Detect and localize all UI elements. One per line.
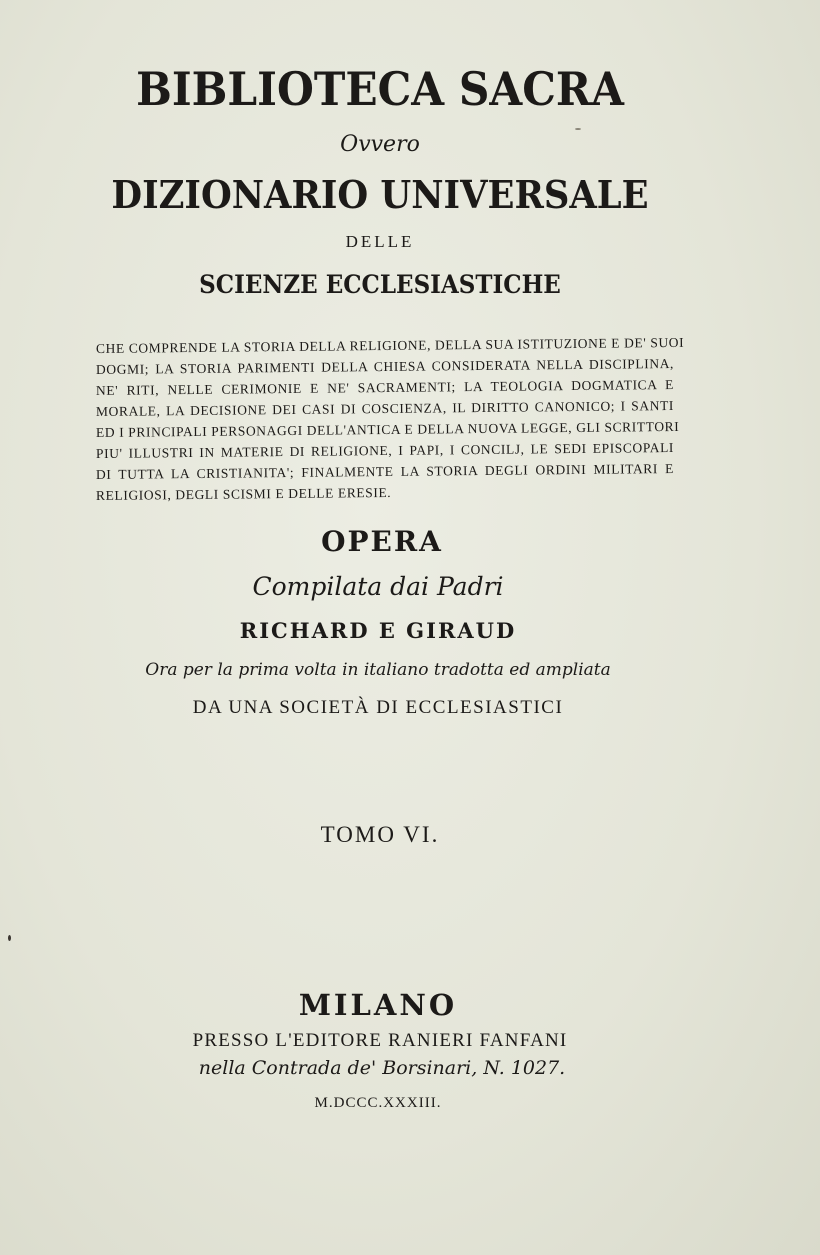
description-line: NE' RITI, NELLE CERIMONIE E NE' SACRAMENTI; LA TEOLOGIA DOGMATICA E [95, 376, 675, 399]
book-subtitle: DIZIONARIO UNIVERSALE [111, 172, 649, 217]
paper-speck [8, 935, 11, 941]
paper-speck [575, 128, 581, 130]
description-line: PIU' ILLUSTRI IN MATERIE DI RELIGIONE, I PAPI, I CONCILJ, LE SEDI EPISCOPALI [95, 439, 675, 462]
delle-text: DELLE [345, 232, 415, 251]
authors: RICHARD E GIRAUD [239, 618, 517, 643]
description-line: DI TUTTA LA CRISTIANITA'; FINALMENTE LA STORIA DEGLI ORDINI MILITARI E [95, 460, 675, 483]
publication-year: M.DCCC.XXXIII. [314, 1095, 442, 1111]
compilata-text: Compilata dai Padri [252, 572, 504, 601]
description-line: CHE COMPRENDE LA STORIA DELLA RELIGIONE, DELLA SUA ISTITUZIONE E DE' SUOI [95, 334, 685, 357]
translation-note: Ora per la prima volta in italiano tradotta ed ampliata [145, 660, 611, 680]
publisher: PRESSO L'EDITORE RANIERI FANFANI [192, 1030, 568, 1051]
opera-heading: OPERA [321, 525, 443, 558]
description-line: RELIGIOSI, DEGLI SCISMI E DELLE ERESIE. [95, 484, 392, 504]
publisher-address: nella Contrada de' Borsinari, N. 1027. [198, 1057, 566, 1079]
description-line: DOGMI; LA STORIA PARIMENTI DELLA CHIESA CONSIDERATA NELLA DISCIPLINA, [95, 355, 675, 378]
translators: DA UNA SOCIETÀ DI ECCLESIASTICI [192, 697, 564, 718]
book-title: BIBLIOTECA SACRA [136, 62, 624, 116]
ovvero-text: Ovvero [340, 132, 420, 157]
description-line: MORALE, LA DECISIONE DEI CASI DI COSCIENZA, IL DIRITTO CANONICO; I SANTI [95, 397, 675, 420]
publication-city: MILANO [298, 988, 458, 1022]
subject-heading: SCIENZE ECCLESIASTICHE [199, 270, 561, 299]
volume-number: TOMO VI. [320, 822, 440, 847]
description-line: ED I PRINCIPALI PERSONAGGI DELL'ANTICA E DELLA NUOVA LEGGE, GLI SCRITTORI [95, 418, 680, 441]
